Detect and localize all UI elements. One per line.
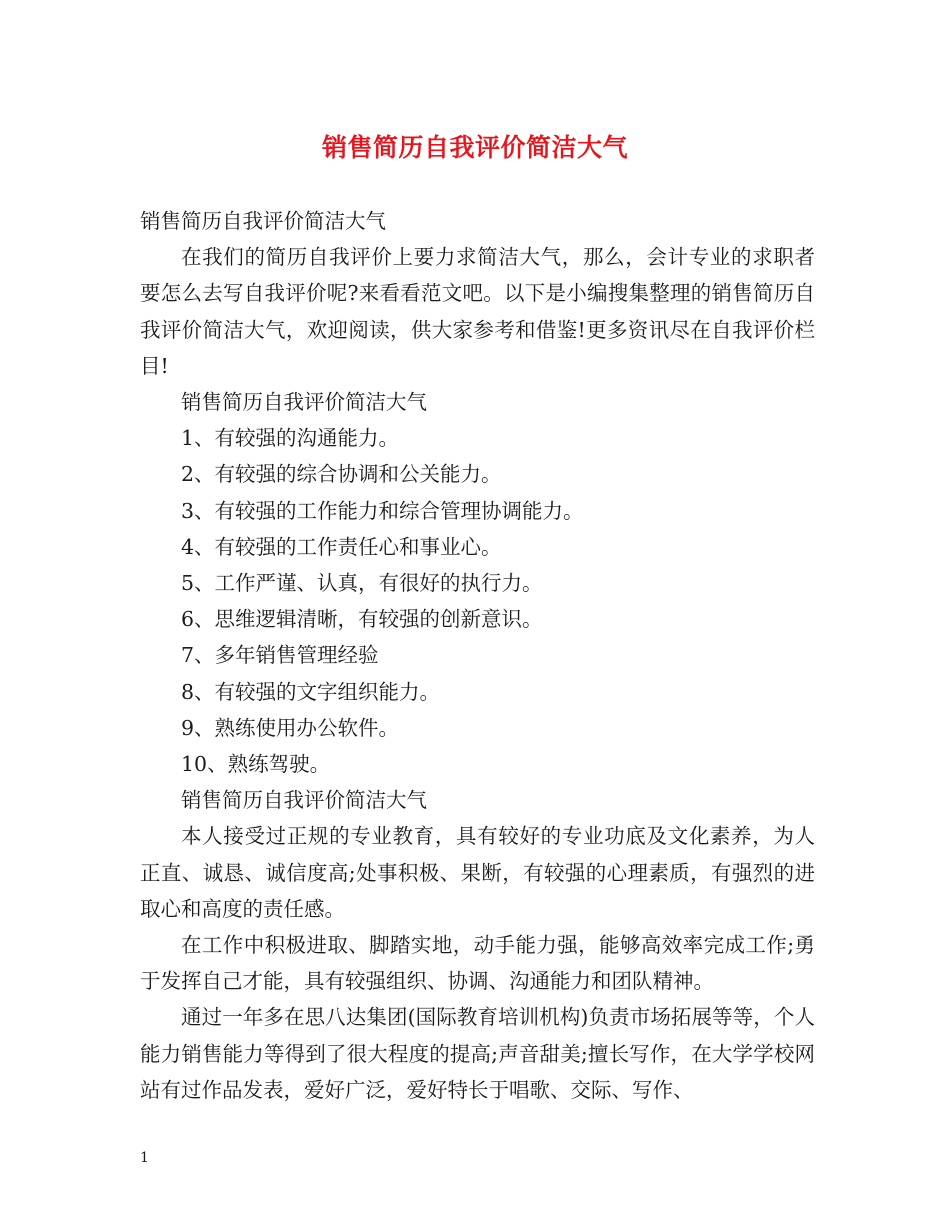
body-paragraph: 通过一年多在思八达集团(国际教育培训机构)负责市场拓展等等，个人能力销售能力等得到了很大程度的提高;声音甜美;擅长写作，在大学学校网站有过作品发表，爱好广泛，爱好特长于唱歌、交际、写作、 — [140, 1005, 815, 1102]
section-heading: 销售简历自我评价简洁大气 — [181, 788, 427, 813]
list-item: 5、工作严谨、认真，有很好的执行力。 — [181, 571, 543, 596]
list-item: 1、有较强的沟通能力。 — [181, 426, 400, 451]
list-item: 10、熟练驾驶。 — [181, 752, 331, 777]
document-subtitle: 销售简历自我评价简洁大气 — [140, 209, 386, 233]
page-number: 1 — [140, 1150, 149, 1166]
list-item: 9、熟练使用办公软件。 — [181, 715, 400, 740]
list-item: 8、有较强的文字组织能力。 — [181, 679, 441, 704]
list-item: 6、思维逻辑清晰，有较强的创新意识。 — [181, 607, 543, 632]
body-paragraph: 本人接受过正规的专业教育，具有较好的专业功底及文化素养，为人正直、诚恳、诚信度高;处事积极、果断，有较强的心理素质，有强烈的进取心和高度的责任感。 — [140, 824, 815, 921]
list-item: 7、多年销售管理经验 — [181, 643, 379, 668]
list-item: 4、有较强的工作责任心和事业心。 — [181, 534, 502, 559]
intro-paragraph: 在我们的简历自我评价上要力求简洁大气，那么，会计专业的求职者要怎么去写自我评价呢?来看看范文吧。以下是小编搜集整理的销售简历自我评价简洁大气，欢迎阅读，供大家参考和借鉴!更多资讯尽在自我评价栏目! — [140, 245, 815, 378]
document-title: 销售简历自我评价简洁大气 — [321, 133, 628, 162]
document-body — [140, 203, 815, 1108]
list-item: 3、有较强的工作能力和综合管理协调能力。 — [181, 498, 584, 523]
section-heading: 销售简历自我评价简洁大气 — [181, 390, 427, 415]
list-item: 2、有较强的综合协调和公关能力。 — [181, 462, 502, 487]
body-paragraph: 在工作中积极进取、脚踏实地，动手能力强，能够高效率完成工作;勇于发挥自己才能，具有较强组织、协调、沟通能力和团队精神。 — [140, 933, 815, 994]
